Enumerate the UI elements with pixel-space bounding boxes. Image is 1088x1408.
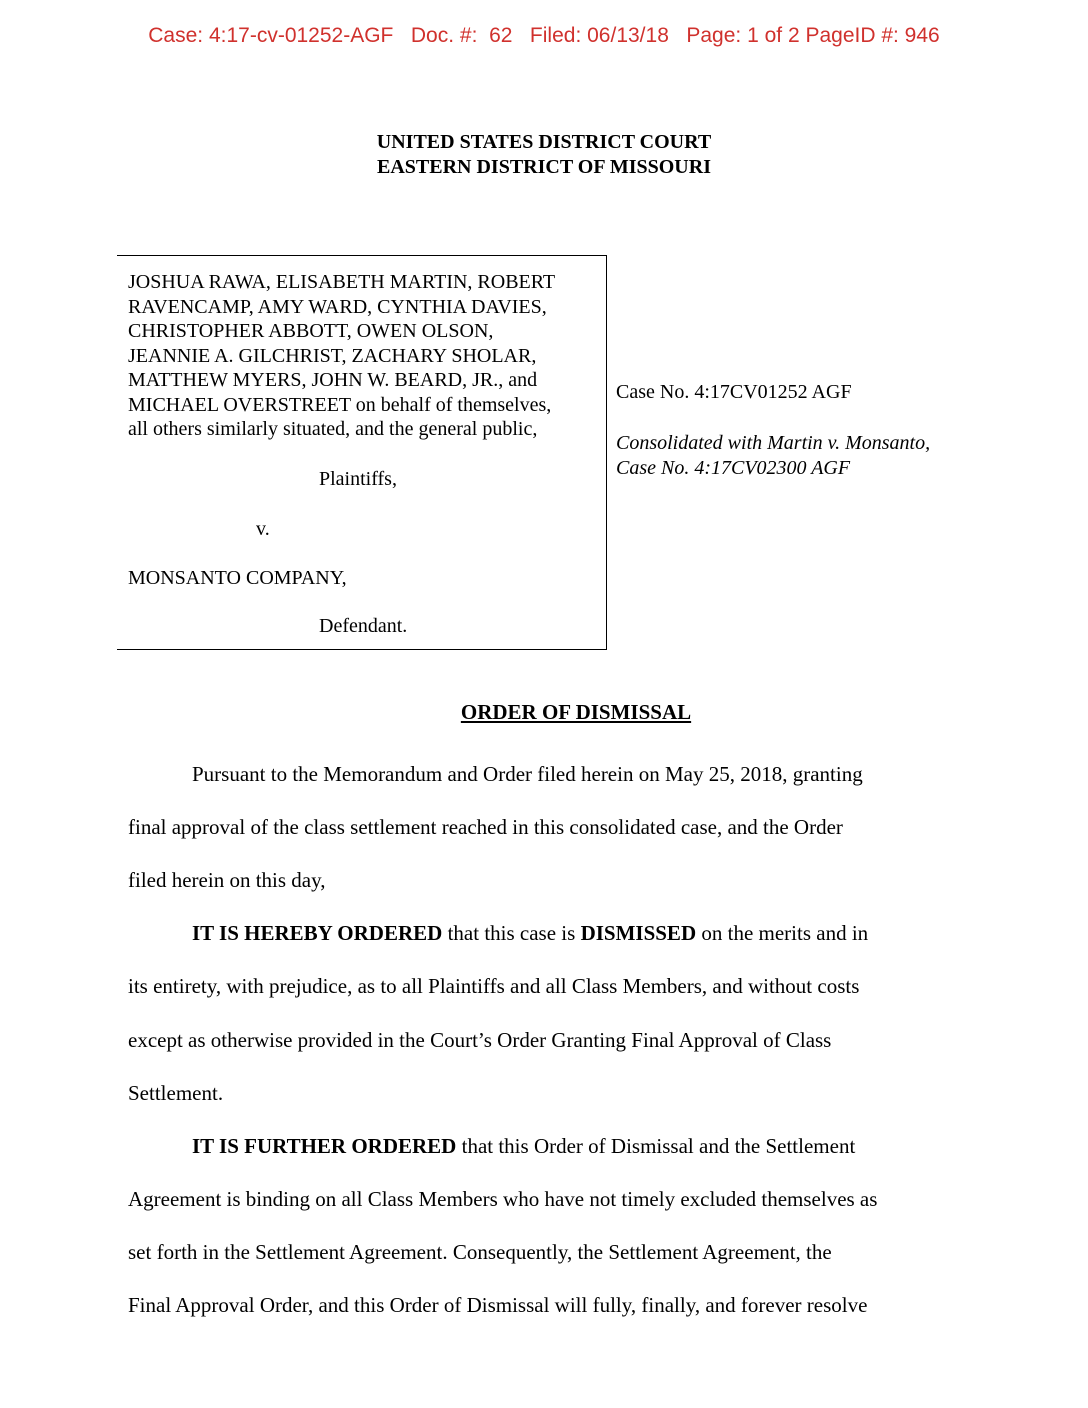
consolidated-line: Consolidated with Martin v. Monsanto, xyxy=(616,432,931,454)
body-line: final approval of the class settlement reached in this consolidated case, and the Order xyxy=(128,815,843,839)
consolidated-case-number: Case No. 4:17CV02300 AGF xyxy=(616,457,851,479)
body-line: filed herein on this day, xyxy=(128,868,326,892)
ordered-phrase: IT IS HEREBY ORDERED xyxy=(192,921,443,945)
order-title: ORDER OF DISMISSAL xyxy=(460,700,692,724)
party-line: CHRISTOPHER ABBOTT, OWEN OLSON, xyxy=(128,320,494,342)
court-heading xyxy=(0,130,1088,180)
body-line xyxy=(192,1134,855,1159)
defendant-name: MONSANTO COMPANY, xyxy=(128,567,347,589)
party-line: MICHAEL OVERSTREET on behalf of themselves, xyxy=(128,393,552,416)
body-line: its entirety, with prejudice, as to all Plaintiffs and all Class Members, and without costs xyxy=(128,974,860,998)
plaintiffs-label: Plaintiffs, xyxy=(319,468,397,490)
body-text: that this case is xyxy=(442,921,581,945)
case-number: Case No. 4:17CV01252 AGF xyxy=(616,381,852,403)
defendant-label: Defendant. xyxy=(319,615,408,637)
body-text: on the merits and in xyxy=(696,921,869,945)
party-line: RAVENCAMP, AMY WARD, CYNTHIA DAVIES, xyxy=(128,295,547,318)
party-line: MATTHEW MYERS, JOHN W. BEARD, JR., and xyxy=(128,369,538,391)
consolidated-case-note xyxy=(616,431,930,481)
body-line: Settlement. xyxy=(128,1081,224,1105)
court-district-line: EASTERN DISTRICT OF MISSOURI xyxy=(377,156,711,178)
dismissed-phrase: DISMISSED xyxy=(580,921,697,945)
body-line: Agreement is binding on all Class Members who have not timely excluded themselves as xyxy=(128,1187,878,1211)
plaintiff-parties xyxy=(128,270,598,442)
body-line: set forth in the Settlement Agreement. Consequently, the Settlement Agreement, the xyxy=(128,1240,832,1264)
party-line: JOSHUA RAWA, ELISABETH MARTIN, ROBERT xyxy=(128,271,556,293)
party-line: all others similarly situated, and the general public, xyxy=(128,418,538,440)
body-line: except as otherwise provided in the Court’s Order Granting Final Approval of Class xyxy=(128,1028,832,1052)
body-text: that this Order of Dismissal and the Settlement xyxy=(456,1134,856,1158)
party-line: JEANNIE A. GILCHRIST, ZACHARY SHOLAR, xyxy=(128,344,537,367)
versus-label: v. xyxy=(256,518,270,540)
body-line: Pursuant to the Memorandum and Order filed herein on May 25, 2018, granting xyxy=(192,762,863,786)
court-name-line: UNITED STATES DISTRICT COURT xyxy=(376,131,712,153)
body-line: Final Approval Order, and this Order of Dismissal will fully, finally, and forever resolve xyxy=(128,1293,868,1317)
body-line xyxy=(192,921,868,946)
case-header-stamp: Case: 4:17-cv-01252-AGF Doc. #: 62 Filed: 06/13/18 Page: 1 of 2 PageID #: 946 xyxy=(148,24,940,47)
further-ordered-phrase: IT IS FURTHER ORDERED xyxy=(192,1134,457,1158)
